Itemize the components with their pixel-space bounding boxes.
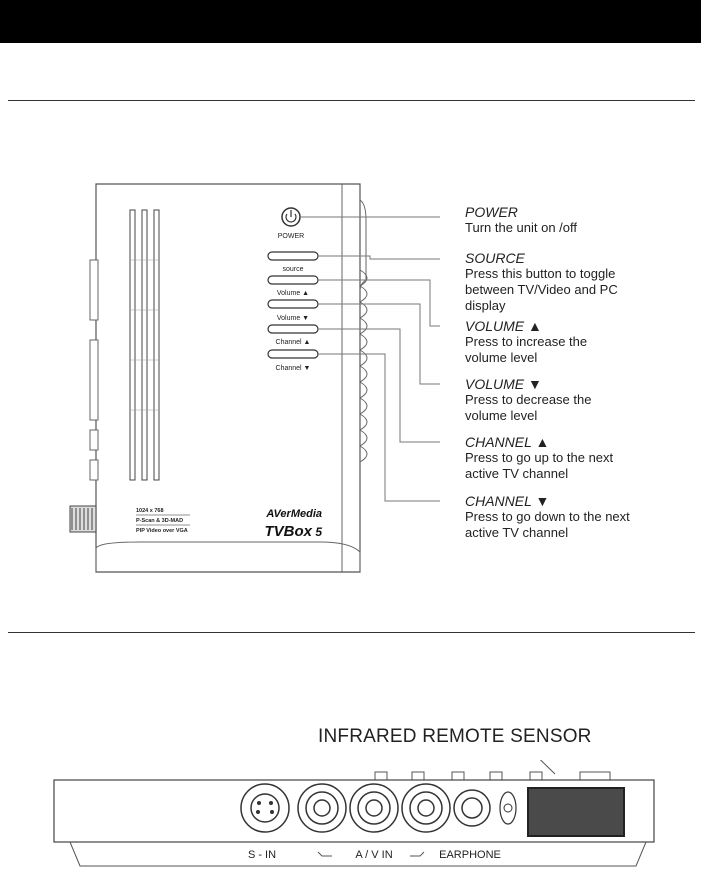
label-source: [465, 250, 640, 314]
channel-up-button-label: Channel ▲: [275, 339, 311, 346]
infrared-sensor-title: INFRARED REMOTE SENSOR: [318, 726, 592, 747]
label-volume-up-title: VOLUME ▲: [465, 318, 542, 334]
label-volume-down-desc: Press to decrease the volume level: [465, 392, 592, 423]
label-volume-down-title: VOLUME ▼: [465, 376, 542, 392]
volume-down-button-label: Volume ▼: [276, 315, 310, 322]
av-in-port-label: A / V IN: [355, 849, 393, 861]
spec-pip: PIP Video over VGA: [136, 528, 188, 534]
spec-scan: P-Scan & 3D-MAD: [136, 518, 184, 524]
label-volume-down: [465, 376, 625, 424]
volume-up-button-label: Volume ▲: [276, 290, 310, 297]
divider-bottom: [8, 632, 695, 633]
label-source-title: SOURCE: [465, 250, 525, 266]
label-power-desc: Turn the unit on /off: [465, 220, 578, 235]
model-logo: TVBox: [264, 523, 312, 540]
model-number: 5: [315, 525, 322, 539]
label-channel-down: [465, 493, 630, 541]
divider-top: [8, 100, 695, 101]
spec-resolution: 1024 x 768: [136, 508, 164, 514]
label-channel-down-title: CHANNEL ▼: [465, 493, 550, 509]
earphone-port-label: EARPHONE: [439, 849, 501, 861]
label-channel-up-desc: Press to go up to the next active TV channel: [465, 450, 614, 481]
channel-down-button-label: Channel ▼: [275, 365, 311, 372]
label-channel-down-desc: Press to go down to the next active TV channel: [465, 509, 630, 540]
label-volume-up-desc: Press to increase the volume level: [465, 334, 588, 365]
s-in-port-label: S - IN: [247, 849, 277, 861]
label-power: [465, 204, 577, 236]
device-front-illustration: [60, 180, 440, 580]
header-bar: [0, 0, 701, 43]
label-channel-up-title: CHANNEL ▲: [465, 434, 550, 450]
device-rear-illustration: [40, 760, 660, 870]
brand-logo: AVerMedia: [266, 508, 322, 520]
label-volume-up: [465, 318, 625, 366]
power-button-label: POWER: [277, 233, 305, 240]
label-source-desc: Press this button to toggle between TV/Video and PC display: [465, 266, 618, 313]
label-channel-up: [465, 434, 630, 482]
label-power-title: POWER: [465, 204, 518, 220]
source-button-label: source: [282, 266, 304, 273]
